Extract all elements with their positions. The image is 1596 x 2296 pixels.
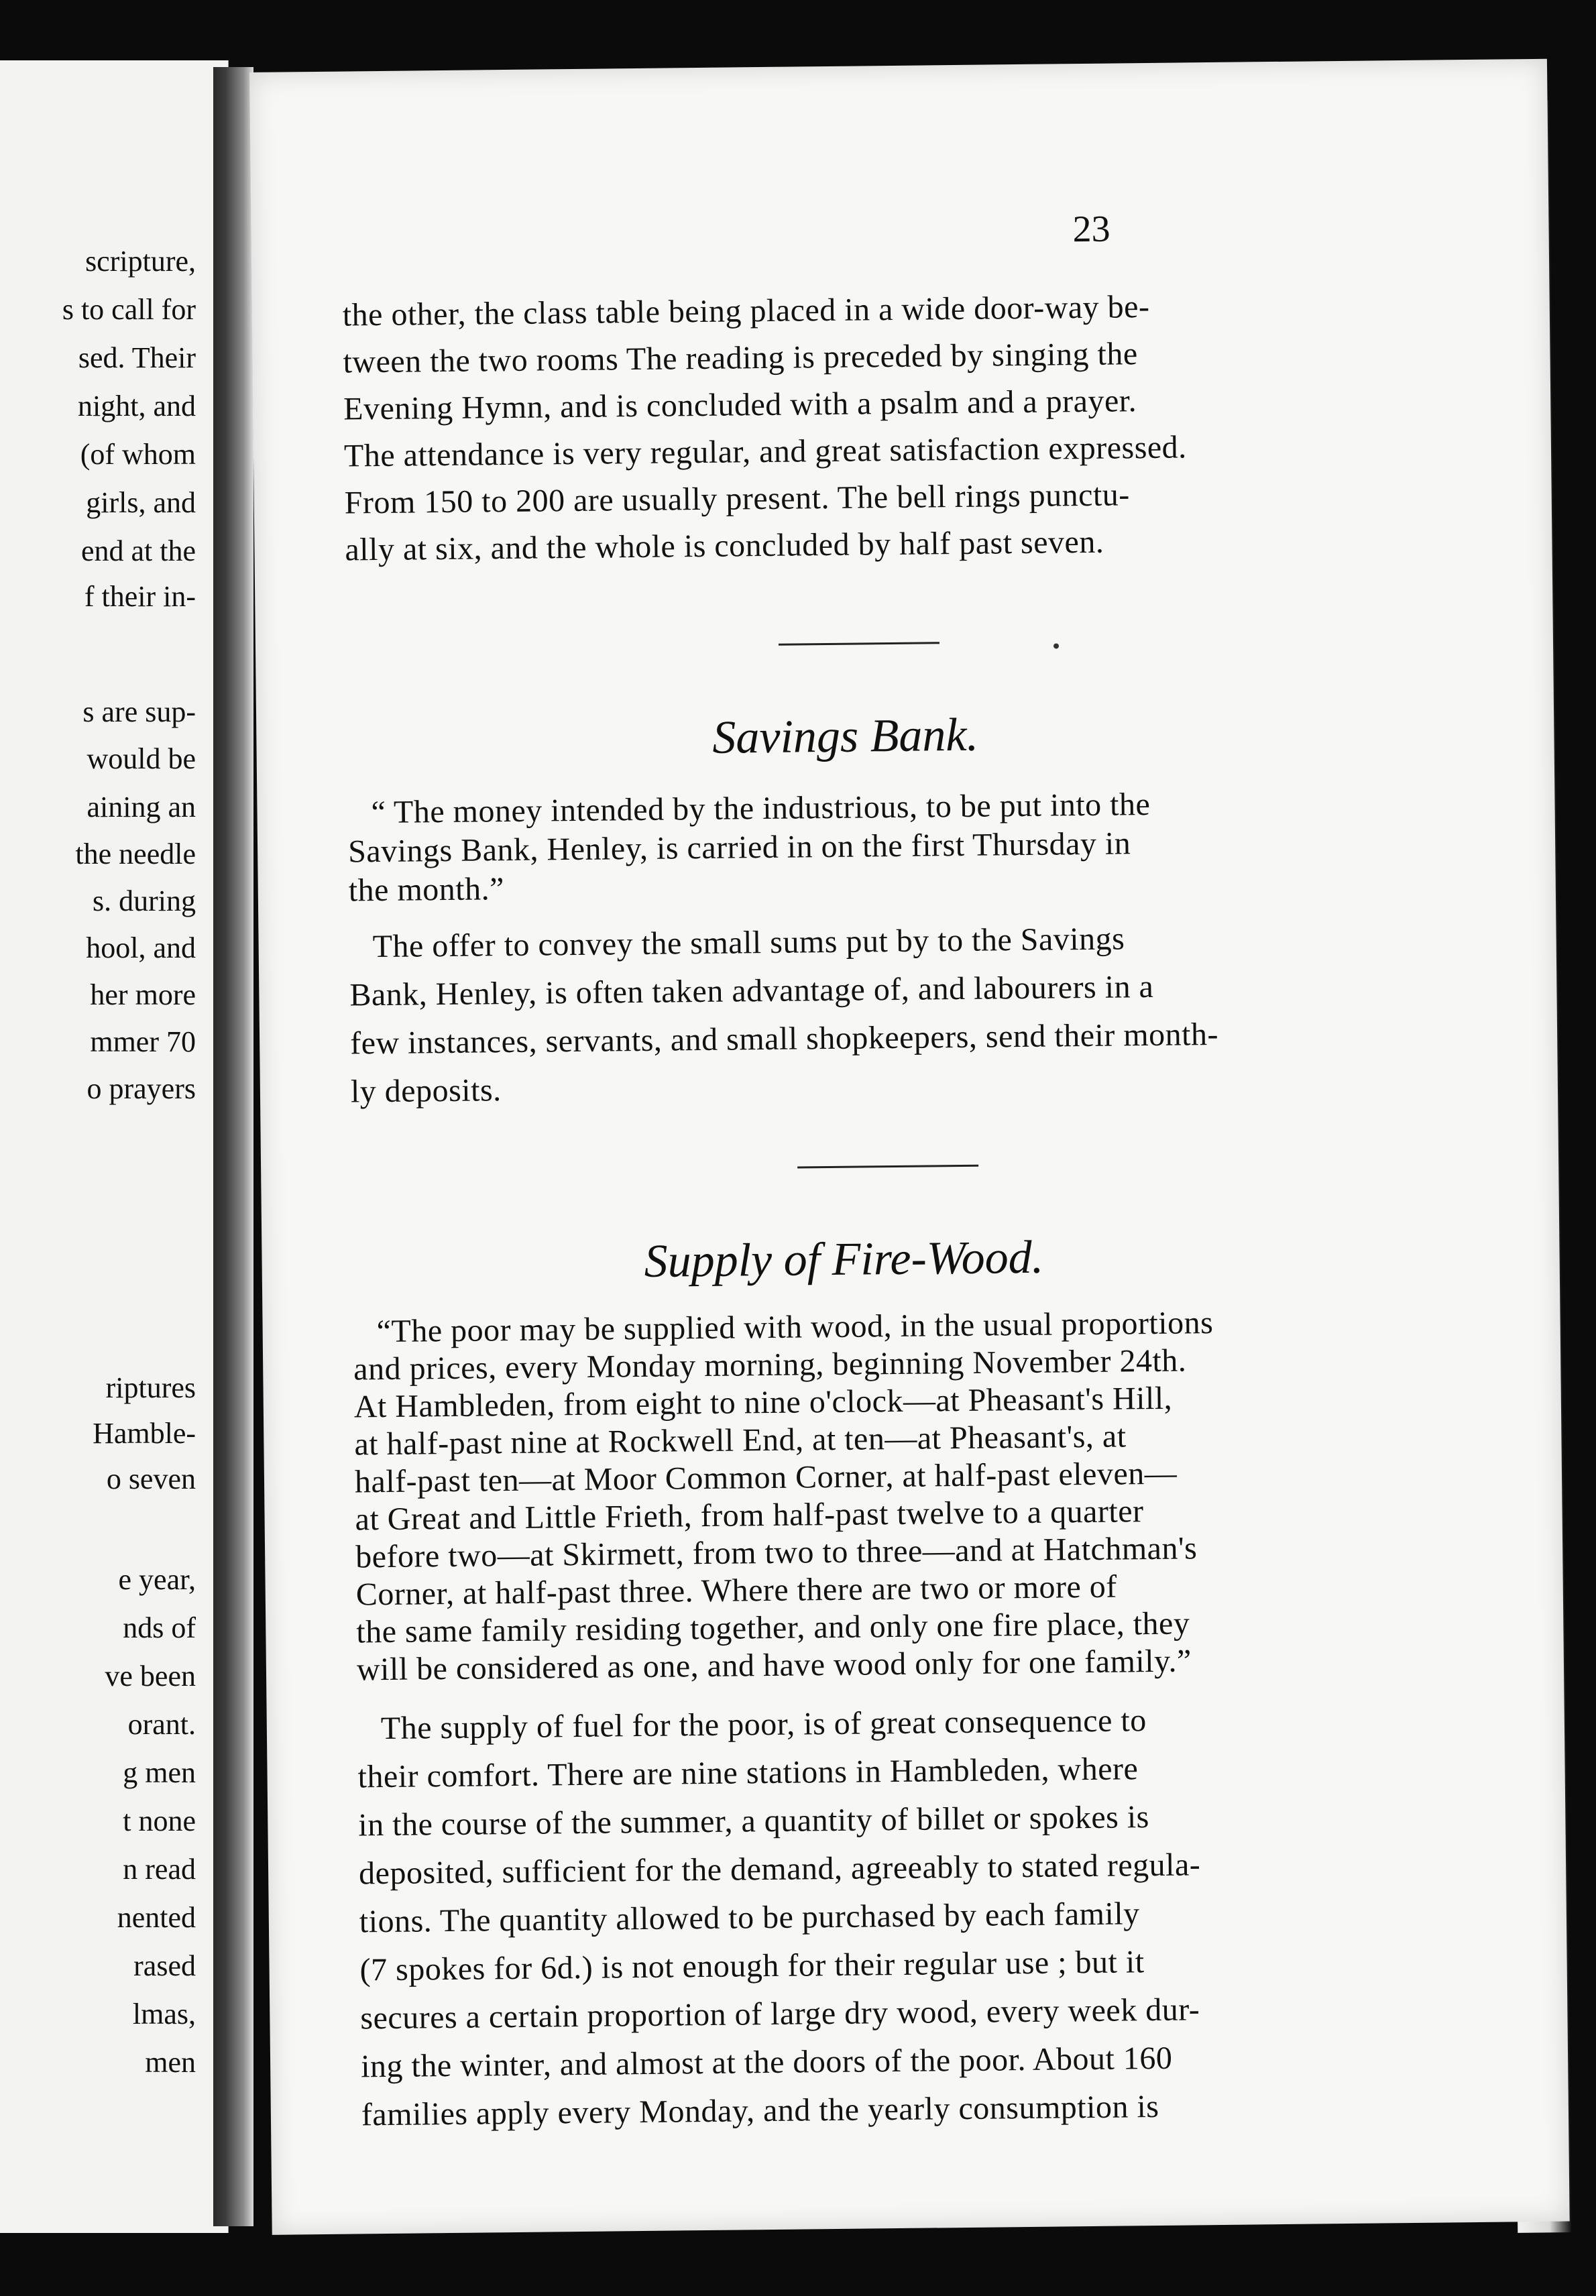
- text-line: The attendance is very regular, and great satisfaction expressed.: [343, 429, 1187, 474]
- left-text-fragment: the needle: [75, 838, 196, 870]
- section-divider: [797, 1165, 978, 1169]
- left-text-fragment: aining an: [87, 791, 196, 823]
- left-text-fragment: o prayers: [87, 1072, 196, 1105]
- left-text-fragment: ve been: [105, 1660, 196, 1692]
- text-line: half-past ten—at Moor Common Corner, at half-past eleven—: [354, 1455, 1178, 1500]
- left-text-fragment: end at the: [80, 534, 196, 567]
- text-line: at half-past nine at Rockwell End, at ten—at Pheasant's, at: [354, 1418, 1127, 1462]
- text-line: before two—at Skirmett, from two to three—and at Hatchman's: [355, 1530, 1198, 1575]
- text-line: The offer to convey the small sums put by to the Savings: [372, 921, 1125, 965]
- left-text-fragment: girls, and: [86, 486, 196, 519]
- text-line: (7 spokes for 6d.) is not enough for their regular use ; but it: [359, 1944, 1145, 1988]
- text-line: deposited, sufficient for the demand, agreeably to stated regula-: [358, 1847, 1201, 1892]
- text-line: Evening Hymn, and is concluded with a psalm and a prayer.: [343, 383, 1137, 427]
- left-text-fragment: rased: [133, 1949, 196, 1982]
- left-text-fragment: n read: [123, 1853, 196, 1886]
- section-heading-fire-wood: Supply of Fire-Wood.: [644, 1231, 1044, 1287]
- text-line: secures a certain proportion of large dry wood, every week dur-: [360, 1992, 1200, 2036]
- text-line: “The poor may be supplied with wood, in the usual proportions: [376, 1305, 1214, 1350]
- text-line: Bank, Henley, is often taken advantage of, and labourers in a: [349, 968, 1154, 1013]
- left-text-fragment: s are sup-: [82, 695, 196, 728]
- text-line: Corner, at half-past three. Where there are two or more of: [355, 1568, 1118, 1613]
- text-line: at Great and Little Frieth, from half-past twelve to a quarter: [355, 1493, 1144, 1538]
- text-line: The supply of fuel for the poor, is of great consequence to: [380, 1703, 1147, 1747]
- text-line: few instances, servants, and small shopkeepers, send their month-: [349, 1016, 1219, 1061]
- left-facing-page: [0, 60, 229, 2233]
- left-text-fragment: e year,: [118, 1563, 196, 1596]
- section-heading-savings-bank: Savings Bank.: [712, 709, 979, 764]
- left-text-fragment: would be: [87, 742, 196, 775]
- book-gutter: [213, 67, 253, 2226]
- left-text-fragment: nds of: [123, 1611, 196, 1644]
- text-line: “ The money intended by the industrious, to be put into the: [371, 786, 1151, 831]
- left-text-fragment: s. during: [93, 884, 196, 917]
- text-line: in the course of the summer, a quantity of billet or spokes is: [358, 1799, 1150, 1843]
- text-line: will be considered as one, and have wood only for one family.”: [356, 1643, 1192, 1688]
- left-text-fragment: hool, and: [86, 931, 196, 964]
- text-line: Savings Bank, Henley, is carried in on the first Thursday in: [347, 825, 1131, 870]
- text-line: ally at six, and the whole is concluded by half past seven.: [345, 524, 1104, 568]
- left-text-fragment: g men: [123, 1756, 196, 1789]
- left-text-fragment: f their in-: [84, 580, 196, 613]
- left-text-fragment: (of whom: [80, 438, 196, 471]
- left-text-fragment: sed. Their: [78, 341, 196, 374]
- left-text-fragment: night, and: [78, 390, 196, 422]
- left-text-fragment: s to call for: [62, 293, 196, 326]
- text-line: ly deposits.: [350, 1072, 502, 1110]
- left-text-fragment: riptures: [105, 1371, 196, 1404]
- text-line: their comfort. There are nine stations in Hambleden, where: [357, 1751, 1139, 1795]
- text-line: families apply every Monday, and the yearly consumption is: [361, 2088, 1159, 2133]
- text-line: tions. The quantity allowed to be purchased by each family: [359, 1896, 1140, 1940]
- page-number: 23: [1072, 208, 1110, 251]
- text-line: the other, the class table being placed in a wide door-way be-: [342, 288, 1150, 333]
- right-page: [249, 59, 1570, 2235]
- left-text-fragment: men: [145, 2046, 196, 2079]
- left-text-fragment: orant.: [127, 1708, 196, 1741]
- section-divider: [779, 642, 939, 646]
- left-text-fragment: mmer 70: [90, 1025, 196, 1058]
- left-text-fragment: o seven: [106, 1462, 196, 1495]
- text-line: tween the two rooms The reading is preceded by singing the: [343, 336, 1138, 380]
- text-line: the month.”: [348, 871, 505, 909]
- left-text-fragment: t none: [123, 1804, 196, 1837]
- left-text-fragment: nented: [117, 1901, 196, 1934]
- text-line: From 150 to 200 are usually present. The bell rings punctu-: [344, 477, 1131, 521]
- text-line: and prices, every Monday morning, beginning November 24th.: [353, 1342, 1187, 1387]
- left-text-fragment: lmas,: [132, 1998, 196, 2030]
- ink-speck: [1053, 643, 1059, 648]
- text-line: At Hambleden, from eight to nine o'clock—at Pheasant's Hill,: [353, 1380, 1173, 1425]
- left-text-fragment: her more: [90, 978, 196, 1011]
- text-line: ing the winter, and almost at the doors of the poor. About 160: [360, 2040, 1173, 2085]
- left-text-fragment: Hamble-: [93, 1417, 196, 1450]
- left-text-fragment: scripture,: [85, 245, 196, 278]
- text-line: the same family residing together, and only one fire place, they: [356, 1605, 1190, 1650]
